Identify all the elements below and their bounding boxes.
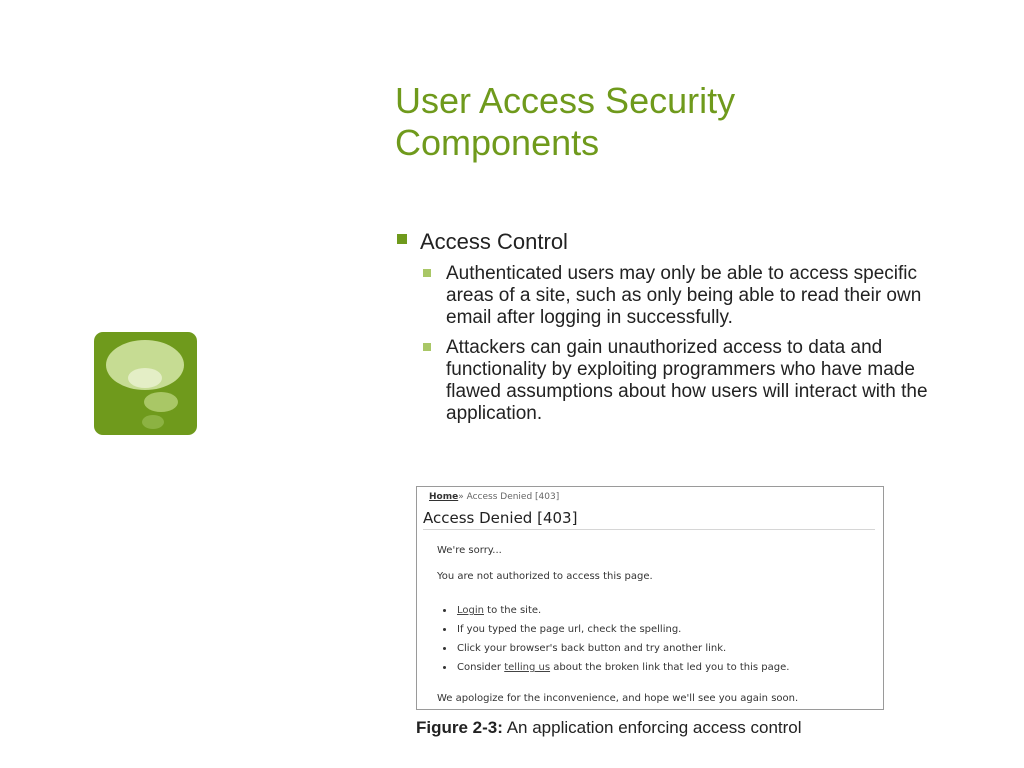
breadcrumb-home-link[interactable]: Home [429, 492, 459, 502]
access-denied-heading: Access Denied [403] [423, 509, 578, 527]
breadcrumb [429, 492, 559, 502]
slide-title-line2: Components [395, 122, 600, 163]
figure-label: Figure 2-3: [416, 718, 503, 737]
help-item-report-pre: Consider [457, 662, 505, 673]
help-item-report-post: about the broken link that led you to this page. [550, 662, 790, 673]
sorry-text: We're sorry... [437, 545, 502, 556]
heading-divider [423, 529, 875, 530]
slide-title [395, 80, 995, 164]
subbullet-authenticated-users: Authenticated users may only be able to access specific areas of a site, such as only being able to read their own email after logging in successfully. [395, 263, 932, 329]
embedded-screenshot-access-denied [416, 486, 884, 710]
breadcrumb-separator: » [458, 492, 464, 502]
bubble-highlight-icon [128, 368, 162, 388]
apology-text: We apologize for the inconvenience, and hope we'll see you again soon. [437, 693, 799, 704]
help-item-spelling: • If you typed the page url, check the spelling. [455, 620, 789, 639]
help-item-login [455, 601, 789, 620]
not-authorized-text: You are not authorized to access this page. [437, 571, 653, 582]
login-link[interactable]: Login [457, 605, 484, 616]
speech-bubbles-logo [94, 332, 197, 435]
slide-title-line1: User Access Security [395, 80, 736, 121]
help-item-back: • Click your browser's back button and try another link. [455, 639, 789, 658]
breadcrumb-current: Access Denied [403] [466, 492, 560, 502]
figure-caption-text: An application enforcing access control [502, 718, 802, 737]
help-item-login-text: to the site. [483, 605, 542, 616]
help-list [437, 601, 789, 677]
help-item-report [455, 658, 789, 677]
small-bubble-icon [142, 415, 164, 429]
medium-bubble-icon [144, 392, 178, 412]
bullet-list [395, 228, 955, 425]
bullet-access-control: Access Control [395, 228, 955, 255]
figure-caption [416, 718, 802, 738]
subbullet-attackers: Attackers can gain unauthorized access to data and functionality by exploiting programmers who have made flawed assumptions about how users will interact with the application. [395, 337, 932, 425]
telling-us-link[interactable]: telling us [504, 662, 551, 673]
